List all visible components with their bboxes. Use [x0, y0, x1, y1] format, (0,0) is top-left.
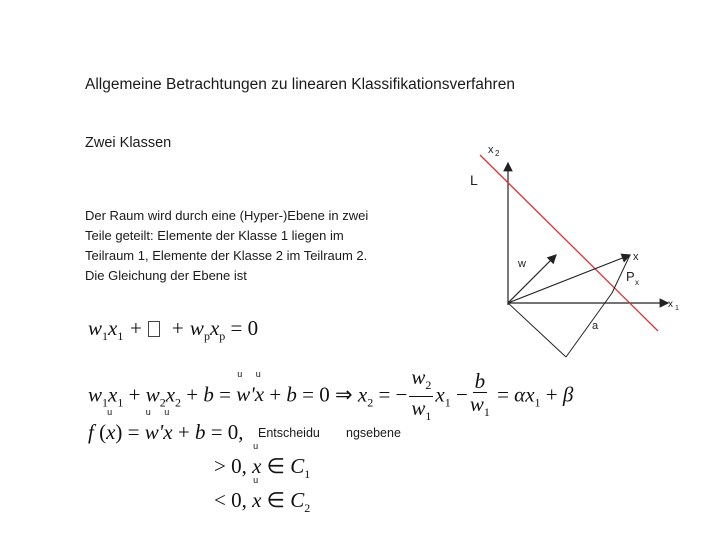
y-axis-sub: 2	[495, 149, 500, 158]
px-sub: x	[635, 278, 639, 287]
slide-subtitle: Zwei Klassen	[85, 135, 172, 151]
a-label: a	[592, 320, 599, 332]
decision-function: f (u x) = u w'u x + b = 0,	[88, 420, 244, 445]
w-label: w	[518, 258, 526, 270]
decision-plane-label-right: ngsebene	[346, 426, 401, 440]
y-axis-label: x	[488, 144, 494, 156]
px-label: P	[626, 269, 635, 284]
description-line-3: Teilraum 1, Elemente der Klasse 2 im Teilraum 2.	[85, 248, 368, 263]
description-line-2: Teile geteilt: Elemente der Klasse 1 liegen im	[85, 228, 344, 243]
class-1-condition: > 0, u x ∈ $C_1$	[214, 454, 310, 482]
x-axis-label: x	[668, 299, 673, 310]
plane-equation: $w_1x_1$ + + $w_px_p = 0$	[88, 316, 259, 343]
w-vector	[508, 255, 556, 303]
line-label: L	[470, 172, 478, 188]
plane-equation-solved: $w_1x_1 + w_2x_2 + b = u$ w'u x + b = 0 ⇒ $x_2$ = − $\frac{w_2}{w_1}$ $x_1$ − $\frac{b}{w_1}$ = $\alpha x_1 + \beta$	[88, 366, 573, 427]
x-vector	[508, 255, 630, 303]
description-line-4: Die Gleichung der Ebene ist	[85, 268, 247, 283]
hyperplane-diagram	[470, 135, 700, 375]
description-text	[85, 206, 415, 286]
class-2-condition: < 0, u x ∈ $C_2$	[214, 488, 310, 516]
x-point-label: x	[633, 251, 639, 263]
decision-plane-label-left: Entscheidu	[258, 426, 320, 440]
x-axis-sub: 1	[675, 305, 679, 312]
separating-line	[480, 155, 658, 331]
distance-segment-a	[508, 303, 566, 357]
description-line-1: Der Raum wird durch eine (Hyper-)Ebene in zwei	[85, 208, 369, 223]
slide-title: Allgemeine Betrachtungen zu linearen Klassifikationsverfahren	[85, 76, 515, 93]
